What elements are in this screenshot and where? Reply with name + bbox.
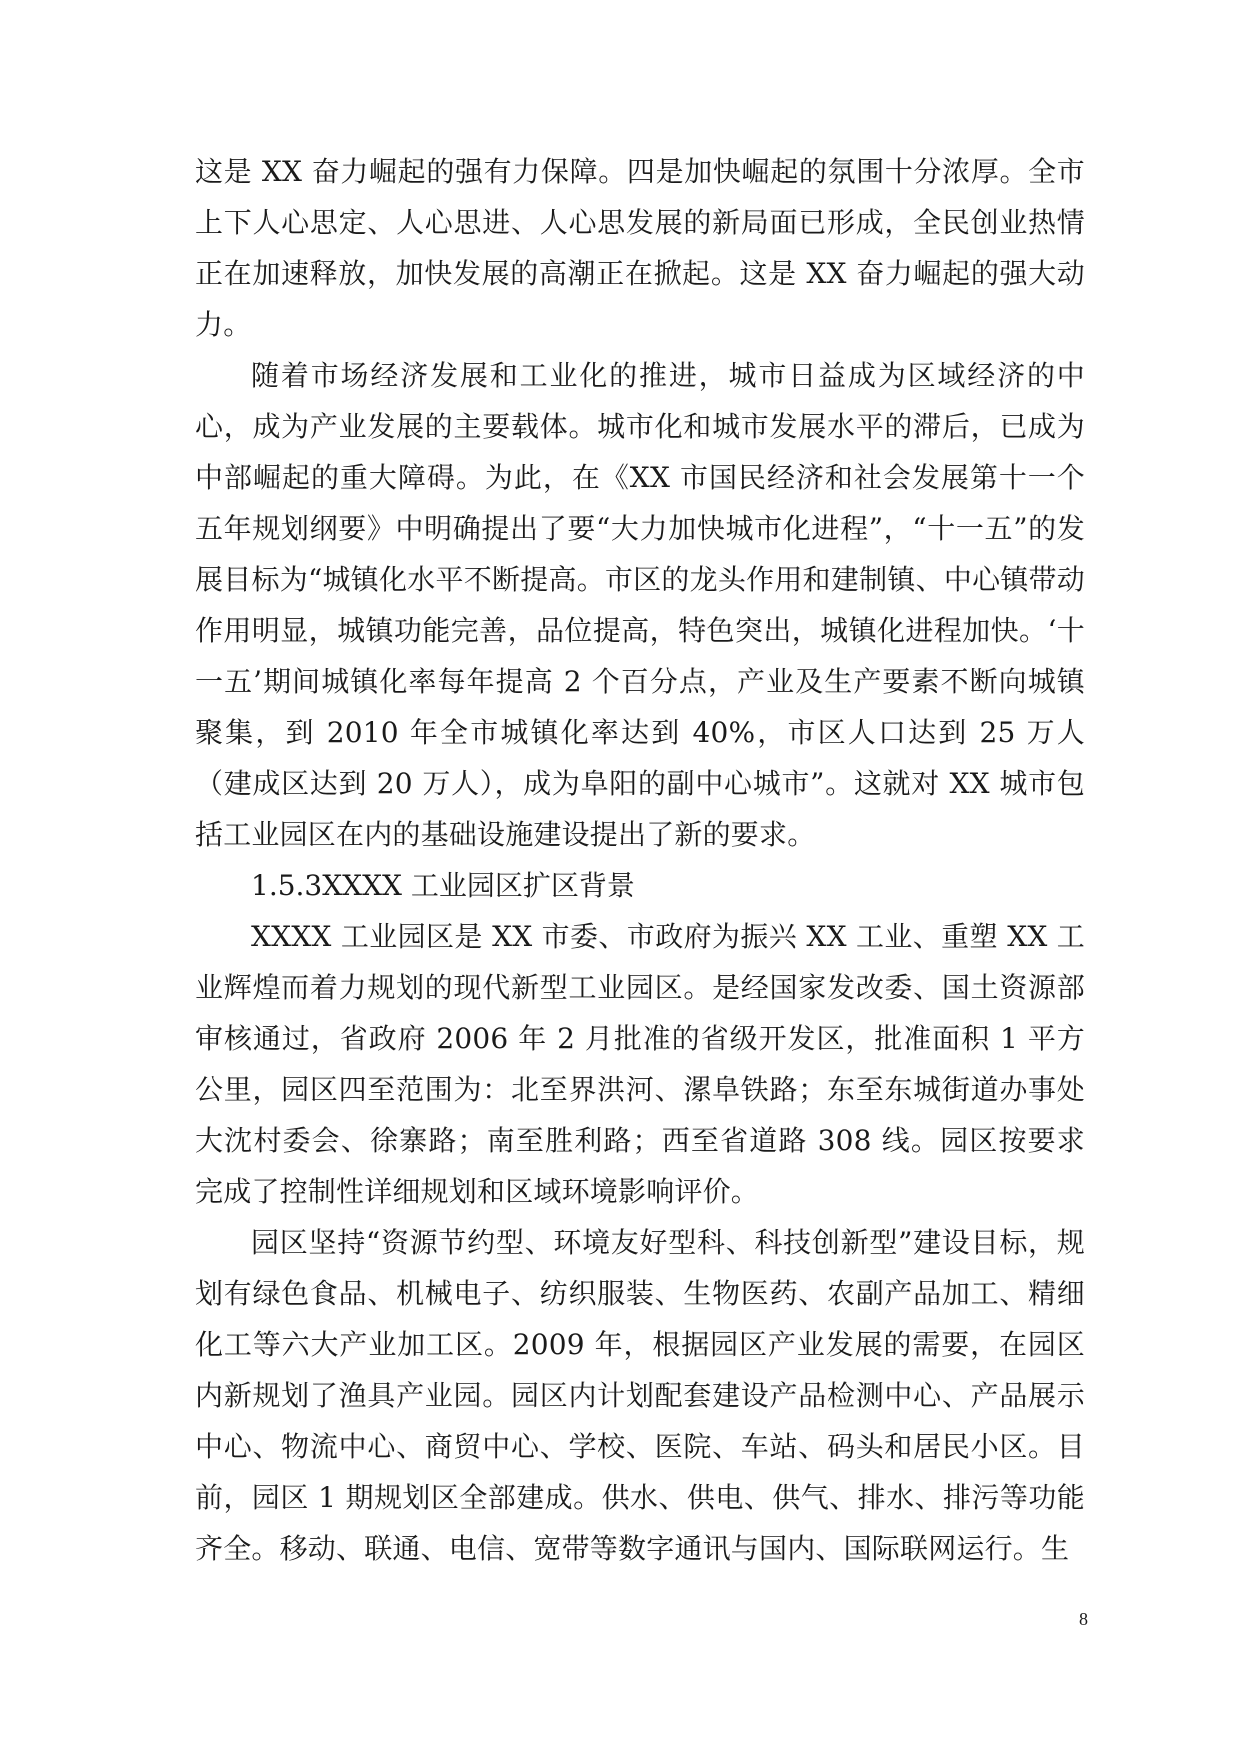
section-heading: 1.5.3XXXX 工业园区扩区背景: [251, 869, 635, 902]
paragraph-industrial-park: XXXX 工业园区是 XX 市委、市政府为振兴 XX 工业、重塑 XX 工业辉煌而着力规划的现代新型工业园区。是经国家发改委、国土资源部审核通过，省政府 2006 年 2 月批准的省级开发区，批准面积 1 平方公里，园区四至范围为：北至界洪河、漯阜铁路；东至东城街道办事处大沈村委会、徐寨路；南至胜利路；西至省道路 308 线。园区按要求完成了控制性详细规划和区域环境影响评价。: [195, 920, 1085, 1208]
paragraph-park-goals: 园区坚持“资源节约型、环境友好型科、科技创新型”建设目标，规划有绿色食品、机械电子、纺织服装、生物医药、农副产品加工、精细化工等六大产业加工区。2009 年，根据园区产业发展的需要，在园区内新规划了渔具产业园。园区内计划配套建设产品检测中心、产品展示中心、物流中心、商贸中心、学校、医院、车站、码头和居民小区。目前，园区 1 期规划区全部建成。供水、供电、供气、排水、排污等功能齐全。移动、联通、电信、宽带等数字通讯与国内、国际联网运行。生: [195, 1226, 1085, 1565]
document-body: [195, 146, 1085, 1574]
paragraph-urbanization: 随着市场经济发展和工业化的推进，城市日益成为区域经济的中心，成为产业发展的主要载体。城市化和城市发展水平的滞后，已成为中部崛起的重大障碍。为此，在《XX 市国民经济和社会发展第十一个五年规划纲要》中明确提出了要“大力加快城市化进程”，“十一五”的发展目标为“城镇化水平不断提高。市区的龙头作用和建制镇、中心镇带动作用明显，城镇功能完善，品位提高，特色突出，城镇化进程加快。‘十一五’期间城镇化率每年提高 2 个百分点，产业及生产要素不断向城镇聚集，到 2010 年全市城镇化率达到 40%，市区人口达到 25 万人（建成区达到 20 万人），成为阜阳的副中心城市”。这就对 XX 城市包括工业园区在内的基础设施建设提出了新的要求。: [195, 359, 1085, 851]
page-number: 8: [1079, 1609, 1088, 1629]
paragraph-continued: 这是 XX 奋力崛起的强有力保障。四是加快崛起的氛围十分浓厚。全市上下人心思定、人心思进、人心思发展的新局面已形成，全民创业热情正在加速释放，加快发展的高潮正在掀起。这是 XX 奋力崛起的强大动力。: [195, 155, 1085, 341]
